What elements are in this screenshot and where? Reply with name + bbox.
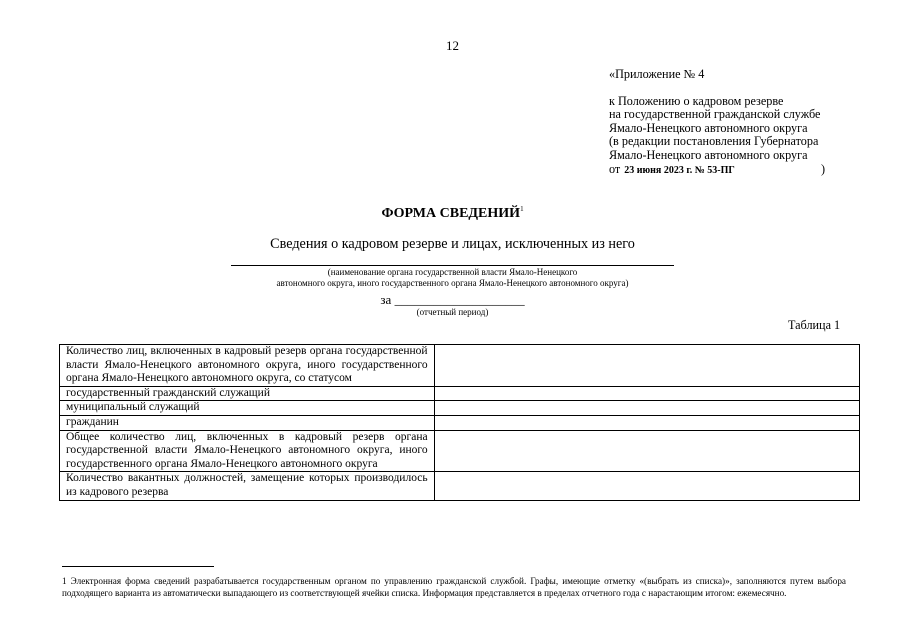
- row-value-cell: [434, 430, 859, 472]
- table-label: Таблица 1: [788, 318, 841, 332]
- data-table: [59, 344, 860, 501]
- appendix-title: «Приложение № 4: [609, 67, 705, 81]
- footnote-text: 1 Электронная форма сведений разрабатывается государственным органом по управлению гражданской службой. Графы, имеющие отметку «(выбрать из списка)», заполняются путем выбора подходящего варианта из автоматически выпадающего из соответствующей ячейки списка. Информация представляется в пределах отчетного года с нарастающим итогом: ежемесячно.: [62, 576, 846, 598]
- row-label: гражданин: [60, 415, 435, 430]
- table-row: [60, 472, 860, 500]
- appendix-header: [609, 67, 826, 177]
- org-caption-line: (наименование органа государственной власти Ямало-Ненецкого: [327, 267, 578, 277]
- row-value-cell: [434, 472, 859, 500]
- form-title: [0, 205, 905, 222]
- period-caption: (отчетный период): [416, 307, 489, 317]
- row-value-cell: [434, 401, 859, 416]
- org-caption: [0, 267, 905, 289]
- org-name-line: [231, 265, 674, 266]
- table-row: [60, 415, 860, 430]
- row-label: государственный гражданский служащий: [60, 386, 435, 401]
- appendix-line: к Положению о кадровом резерве: [609, 93, 784, 108]
- appendix-line: на государственной гражданской службе: [609, 107, 821, 122]
- page-number: 12: [446, 38, 459, 53]
- form-subtitle: Сведения о кадровом резерве и лицах, исключенных из него: [270, 236, 635, 252]
- appendix-line: Ямало-Ненецкого автономного округа: [609, 147, 808, 162]
- appendix-date-line: [609, 161, 826, 178]
- footnote-marker: 1: [520, 205, 524, 213]
- period-field: за ____________________: [380, 292, 525, 307]
- appendix-line: Ямало-Ненецкого автономного округа: [609, 120, 808, 135]
- table-row: [60, 401, 860, 416]
- row-label: Количество лиц, включенных в кадровый резерв органа государственной власти Ямало-Ненецкого автономного округа, иного государственного органа Ямало-Ненецкого автономного округа, со статусом: [60, 345, 435, 387]
- row-value-cell: [434, 415, 859, 430]
- row-label: Общее количество лиц, включенных в кадровый резерв органа государственной власти Ямало-Ненецкого автономного округа, иного государственного органа Ямало-Ненецкого автономного округа: [60, 430, 435, 472]
- date-suffix: ): [821, 161, 826, 176]
- date-value: 23 июня 2023 г. № 53-ПГ: [624, 164, 735, 176]
- row-label: Количество вакантных должностей, замещение которых производилось из кадрового резерва: [60, 472, 435, 500]
- row-value-cell: [434, 345, 859, 387]
- table-row: [60, 386, 860, 401]
- footnote-divider: [62, 566, 214, 567]
- row-label: муниципальный служащий: [60, 401, 435, 416]
- table-row: [60, 430, 860, 472]
- row-value-cell: [434, 386, 859, 401]
- table-row: [60, 345, 860, 387]
- form-title-text: ФОРМА СВЕДЕНИЙ: [381, 206, 521, 221]
- date-prefix: от: [609, 161, 621, 176]
- appendix-line: (в редакции постановления Губернатора: [609, 134, 819, 149]
- org-caption-line: автономного округа, иного государственного органа Ямало-Ненецкого автономного округа): [276, 278, 629, 288]
